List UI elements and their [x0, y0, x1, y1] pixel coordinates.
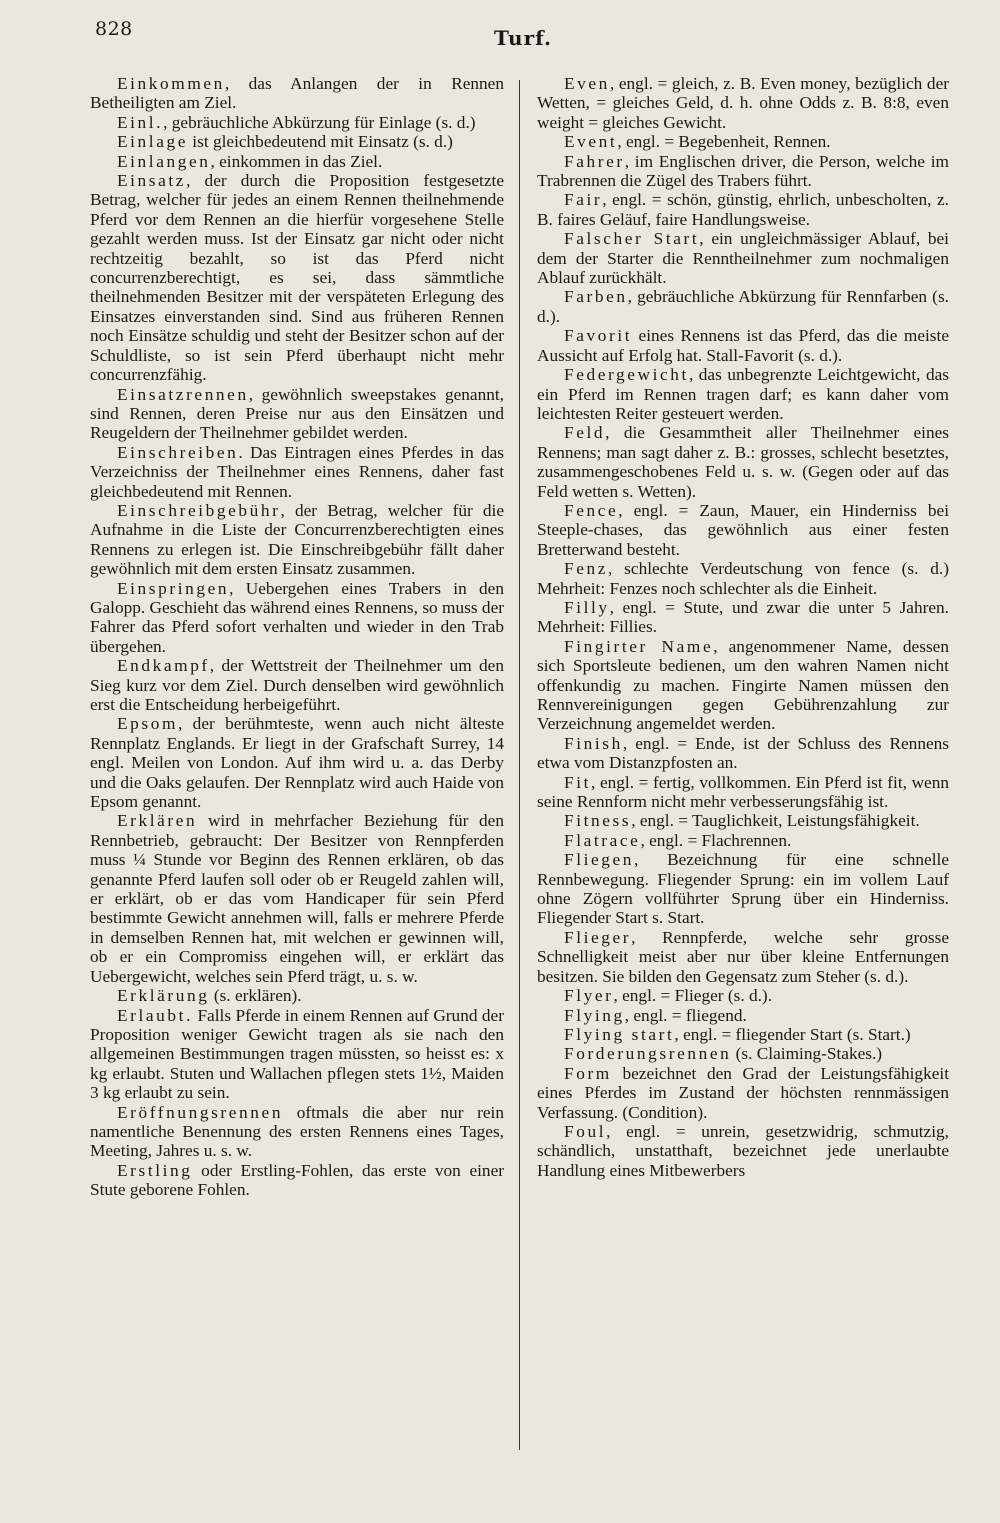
entry-headword: Flatrace [564, 830, 641, 850]
entry-headword: Fingirter Name [564, 636, 714, 656]
dictionary-entry [90, 656, 504, 714]
entry-definition: , engl. = Ende, ist der Schluss des Rennens etwa vom Distanzpfosten an. [537, 733, 949, 773]
entry-headword: Erklärung [117, 986, 210, 1006]
entry-definition: Falls Pferde in einem Rennen auf Grund der Proposition weniger Gewicht tragen als sie nach den allgemeinen Bestimmungen tragen müssten, so heisst es: x kg erlaubt. Stuten und Wallachen pflegen stets 1½, Maiden 3 kg erlaubt zu sein. [90, 1005, 504, 1103]
dictionary-entry [90, 1006, 504, 1103]
dictionary-entry [537, 559, 949, 598]
dictionary-entry [537, 986, 949, 1005]
entry-definition: , engl. = fertig, vollkommen. Ein Pferd ist fit, wenn seine Rennform nicht mehr verbesserungsfähig ist. [537, 772, 949, 812]
page-number: 828 [95, 18, 133, 40]
entry-definition: , engl. = schön, günstig, ehrlich, unbescholten, z. B. faires Geläuf, faire Handlungsweise. [537, 190, 949, 229]
entry-headword: Erlaubt. [117, 1005, 193, 1025]
entry-headword: Flieger [564, 927, 632, 947]
entry-definition: , engl. = Zaun, Mauer, ein Hinderniss bei Steeple-chases, das gewöhnlich aus einer festen Bretterwand besteht. [537, 500, 949, 559]
dictionary-entry [537, 1122, 949, 1180]
entry-headword: Falscher Start [564, 229, 700, 249]
entry-definition: , der Betrag, welcher für die Aufnahme in die Liste der Concurrenzberechtigten eines Rennens zu erlegen ist. Die Einschreibgebühr fällt daher gewöhnlich mit dem ersten Einsatz zusammen. [90, 500, 504, 579]
entry-definition: , im Englischen driver, die Person, welche im Trabrennen die Zügel des Trabers führt. [537, 151, 949, 191]
entry-definition: , gebräuchliche Abkürzung für Rennfarben (s. d.). [537, 287, 949, 326]
entry-definition: . Das Eintragen eines Pferdes in das Verzeichniss der Theilnehmer eines Rennens, daher fast gleichbedeutend mit Rennen. [90, 442, 504, 501]
entry-headword: Federgewicht [564, 365, 689, 385]
running-head: Turf. [494, 26, 552, 50]
dictionary-entry [90, 579, 504, 657]
dictionary-entry [90, 132, 504, 151]
entry-definition: , der durch die Proposition festgesetzte Betrag, welcher für jedes an einem Rennen theilnehmende Pferd vor dem Rennen an die hierfür vorgesehene Stelle gezahlt werden muss. Ist der Einsatz gar nicht oder nicht rechtzeitig bezahlt, so ist das Pferd nicht concurrenzberechtigt, es sei, dass sämmtliche theilnehmenden Besitzer mit der verspäteten Erlegung des Einsatzes einverstanden sind. Sind aus früheren Rennen noch Einsätze schuldig und steht der Besitzer schon auf der Schuldliste, so ist sein Pferd überhaupt nicht mehr concurrenzfähig. [90, 171, 504, 385]
entry-definition: , engl. = Flachrennen. [640, 830, 792, 850]
dictionary-entry [90, 171, 504, 384]
entry-definition: , Rennpferde, welche sehr grosse Schnelligkeit meist aber nur über kleine Entfernungen besitzen. Sie bilden den Gegensatz zum Steher (s. d.). [537, 927, 949, 986]
dictionary-entry [537, 326, 949, 365]
entry-definition: , engl. = Begebenheit, Rennen. [617, 132, 831, 152]
entry-definition: , engl. = fliegender Start (s. Start.) [674, 1024, 911, 1044]
dictionary-entry [537, 928, 949, 986]
entry-headword: Form [564, 1063, 612, 1083]
dictionary-entry [90, 74, 504, 113]
entry-definition: , gewöhnlich sweepstakes genannt, sind Rennen, deren Preise nur aus den Einsätzen und Reugeldern der Theilnehmer gebildet werden. [90, 384, 504, 443]
entry-headword: Fahrer [564, 151, 625, 171]
entry-headword: Flying start [564, 1024, 675, 1044]
entry-definition: oder Erstling-Fohlen, das erste von einer Stute geborene Fohlen. [90, 1160, 504, 1200]
dictionary-entry [537, 365, 949, 423]
entry-headword: Fitness [564, 811, 632, 831]
entry-definition: , angenommener Name, dessen sich Sportsleute bedienen, um den wahren Namen nicht offenkundig zu machen. Fingirte Namen müssen den Rennvereinigungen gegen Gebührenzahlung zur Verzeichnung angemeldet werden. [537, 636, 949, 734]
entry-definition: , Uebergehen eines Trabers in den Galopp. Geschieht das während eines Rennens, so muss der Fahrer das Pferd sofort verhalten und wieder in den Trab übergehen. [90, 578, 504, 656]
dictionary-entry [537, 501, 949, 559]
dictionary-entry [537, 1025, 949, 1044]
dictionary-entry [90, 113, 504, 132]
entry-headword: Einlangen [117, 151, 211, 171]
entry-headword: Fence [564, 500, 619, 520]
entry-headword: Erstling [117, 1160, 193, 1180]
entry-headword: Fair [564, 190, 603, 210]
entry-headword: Einsatz [117, 171, 187, 191]
dictionary-entry [537, 152, 949, 191]
entry-definition: , engl. = gleich, z. B. Even money, bezüglich der Wetten, = gleiches Geld, d. h. ohne Odds z. B. 8:8, even weight = gleiches Gewicht. [537, 74, 949, 132]
dictionary-entry [537, 598, 949, 637]
entry-headword: Endkampf [117, 656, 210, 676]
entry-definition: ist gleichbedeutend mit Einsatz (s. d.) [187, 132, 453, 152]
entry-definition: , das Anlangen der in Rennen Betheiligten am Ziel. [90, 74, 504, 113]
entry-headword: Foul [564, 1121, 607, 1141]
entry-headword: Einsatzrennen [117, 384, 249, 404]
entry-headword: Feld [564, 423, 606, 443]
entry-definition: , schlechte Verdeutschung von fence (s. d.) Mehrheit: Fenzes noch schlechter als die Einheit. [537, 559, 949, 598]
entry-definition: eines Rennens ist das Pferd, das die meiste Aussicht auf Erfolg hat. Stall-Favorit (s. d.). [537, 326, 949, 365]
dictionary-entry [90, 811, 504, 986]
entry-definition: , ein ungleichmässiger Ablauf, bei dem der Starter die Renntheilnehmer zum nochmaligen Ablauf zurückhält. [537, 229, 949, 288]
entry-headword: Farben [564, 287, 628, 307]
dictionary-entry [90, 501, 504, 579]
entry-definition: , das unbegrenzte Leichtgewicht, das ein Pferd im Rennen tragen darf; es kann daher vom leichtesten Reiter gesteuert werden. [537, 365, 949, 423]
left-column [90, 74, 504, 1200]
entry-definition: , engl. = Flieger (s. d.). [613, 986, 773, 1006]
entry-definition: , die Gesammtheit aller Theilnehmer eines Rennens; man sagt daher z. B.: grosses, schlecht besetztes, zusammengeschobenes Feld u. s. w. (Gegen oder auf das Feld wetten s. Wetten). [537, 423, 949, 501]
entry-headword: Einschreibgebühr [117, 500, 281, 520]
entry-headword: Fit [564, 772, 592, 792]
entry-headword: Finish [564, 733, 623, 753]
entry-headword: Flyer [564, 986, 614, 1006]
entry-definition: , gebräuchliche Abkürzung für Einlage (s. d.) [163, 112, 476, 132]
entry-headword: Einkommen [117, 74, 225, 93]
entry-headword: Eröffnungsrennen [117, 1102, 284, 1122]
entry-headword: Fliegen [564, 850, 635, 870]
entry-headword: Even [564, 74, 610, 93]
entry-definition: wird in mehrfacher Beziehung für den Rennbetrieb, gebraucht: Der Besitzer von Rennpferden muss ¼ Stunde vor Beginn des Rennen erklären, ob das genannte Pferd laufen soll oder ob er Reugeld zahlen will, er erklärt, ob er das vom Handicaper für sein Pferd bestimmte Gewicht annehmen will, falls er mehrere Pferde in demselben Rennen hat, mit welchen er gewinnen will, ob er ein Compromiss eingehen will, er erklärt das Uebergewicht, welches sein Pferd trägt, u. s. w. [90, 811, 504, 986]
dictionary-entry [90, 1103, 504, 1161]
entry-definition: oftmals die aber nur rein namentliche Benennung des ersten Rennens eines Tages, Meeting, Jahres u. s. w. [90, 1102, 504, 1161]
dictionary-entry [537, 831, 949, 850]
dictionary-entry [537, 811, 949, 830]
entry-definition: , engl. = Tauglichkeit, Leistungsfähigkeit. [631, 811, 920, 831]
right-column [537, 74, 949, 1180]
entry-definition: , der Wettstreit der Theilnehmer um den Sieg kurz vor dem Ziel. Durch denselben wird gewöhnlich erst die Entscheidung herbeigeführt. [90, 656, 504, 714]
entry-definition: bezeichnet den Grad der Leistungsfähigkeit eines Pferdes im Zustand der höchsten rennmässigen Verfassung. (Condition). [537, 1063, 949, 1122]
dictionary-entry [90, 152, 504, 171]
dictionary-entry [537, 637, 949, 734]
dictionary-entry [90, 443, 504, 501]
entry-definition: (s. Claiming-Stakes.) [731, 1044, 883, 1064]
entry-headword: Event [564, 132, 618, 152]
entry-definition: , engl. = unrein, gesetzwidrig, schmutzig, schändlich, unstatthaft, bezeichnet jede unerlaubte Handlung eines Mitbewerbers [537, 1121, 949, 1180]
entry-definition: , engl. = fliegend. [624, 1005, 747, 1025]
dictionary-entry [90, 385, 504, 443]
dictionary-entry [537, 734, 949, 773]
dictionary-entry [537, 423, 949, 501]
dictionary-entry [537, 1044, 949, 1063]
entry-headword: Forderungsrennen [564, 1044, 732, 1064]
entry-headword: Einspringen [117, 578, 230, 598]
dictionary-entry [90, 714, 504, 811]
dictionary-entry [537, 1006, 949, 1025]
dictionary-entry [537, 132, 949, 151]
entry-definition: , einkommen in das Ziel. [210, 151, 383, 171]
dictionary-entry [90, 1161, 504, 1200]
dictionary-entry [537, 74, 949, 132]
entry-headword: Favorit [564, 326, 633, 346]
column-divider [519, 80, 520, 1450]
entry-definition: , Bezeichnung für eine schnelle Rennbewegung. Fliegender Sprung: ein im vollem Lauf ohne Zögern vollführter Sprung über ein Hinderniss. Fliegender Start s. Start. [537, 850, 949, 928]
entry-headword: Einl. [117, 112, 164, 132]
entry-headword: Epsom [117, 714, 179, 734]
dictionary-entry [537, 229, 949, 287]
entry-headword: Einschreiben [117, 442, 239, 462]
entry-headword: Flying [564, 1005, 625, 1025]
dictionary-entry [537, 287, 949, 326]
entry-definition: , der berühmteste, wenn auch nicht älteste Rennplatz Englands. Er liegt in der Grafschaft Surrey, 14 engl. Meilen von London. Auf ihm wird u. a. das Derby und die Oaks gelaufen. Der Rennplatz wird auch Haide von Epsom genannt. [90, 714, 504, 812]
entry-headword: Erklären [117, 811, 198, 831]
dictionary-entry [537, 1064, 949, 1122]
entry-headword: Filly [564, 597, 610, 617]
entry-headword: Einlage [117, 132, 188, 152]
dictionary-entry [537, 190, 949, 229]
dictionary-entry [537, 850, 949, 928]
entry-definition: , engl. = Stute, und zwar die unter 5 Jahren. Mehrheit: Fillies. [537, 597, 949, 637]
entry-headword: Fenz [564, 559, 608, 579]
dictionary-entry [90, 986, 504, 1005]
dictionary-entry [537, 773, 949, 812]
entry-definition: (s. erklären). [209, 986, 302, 1006]
